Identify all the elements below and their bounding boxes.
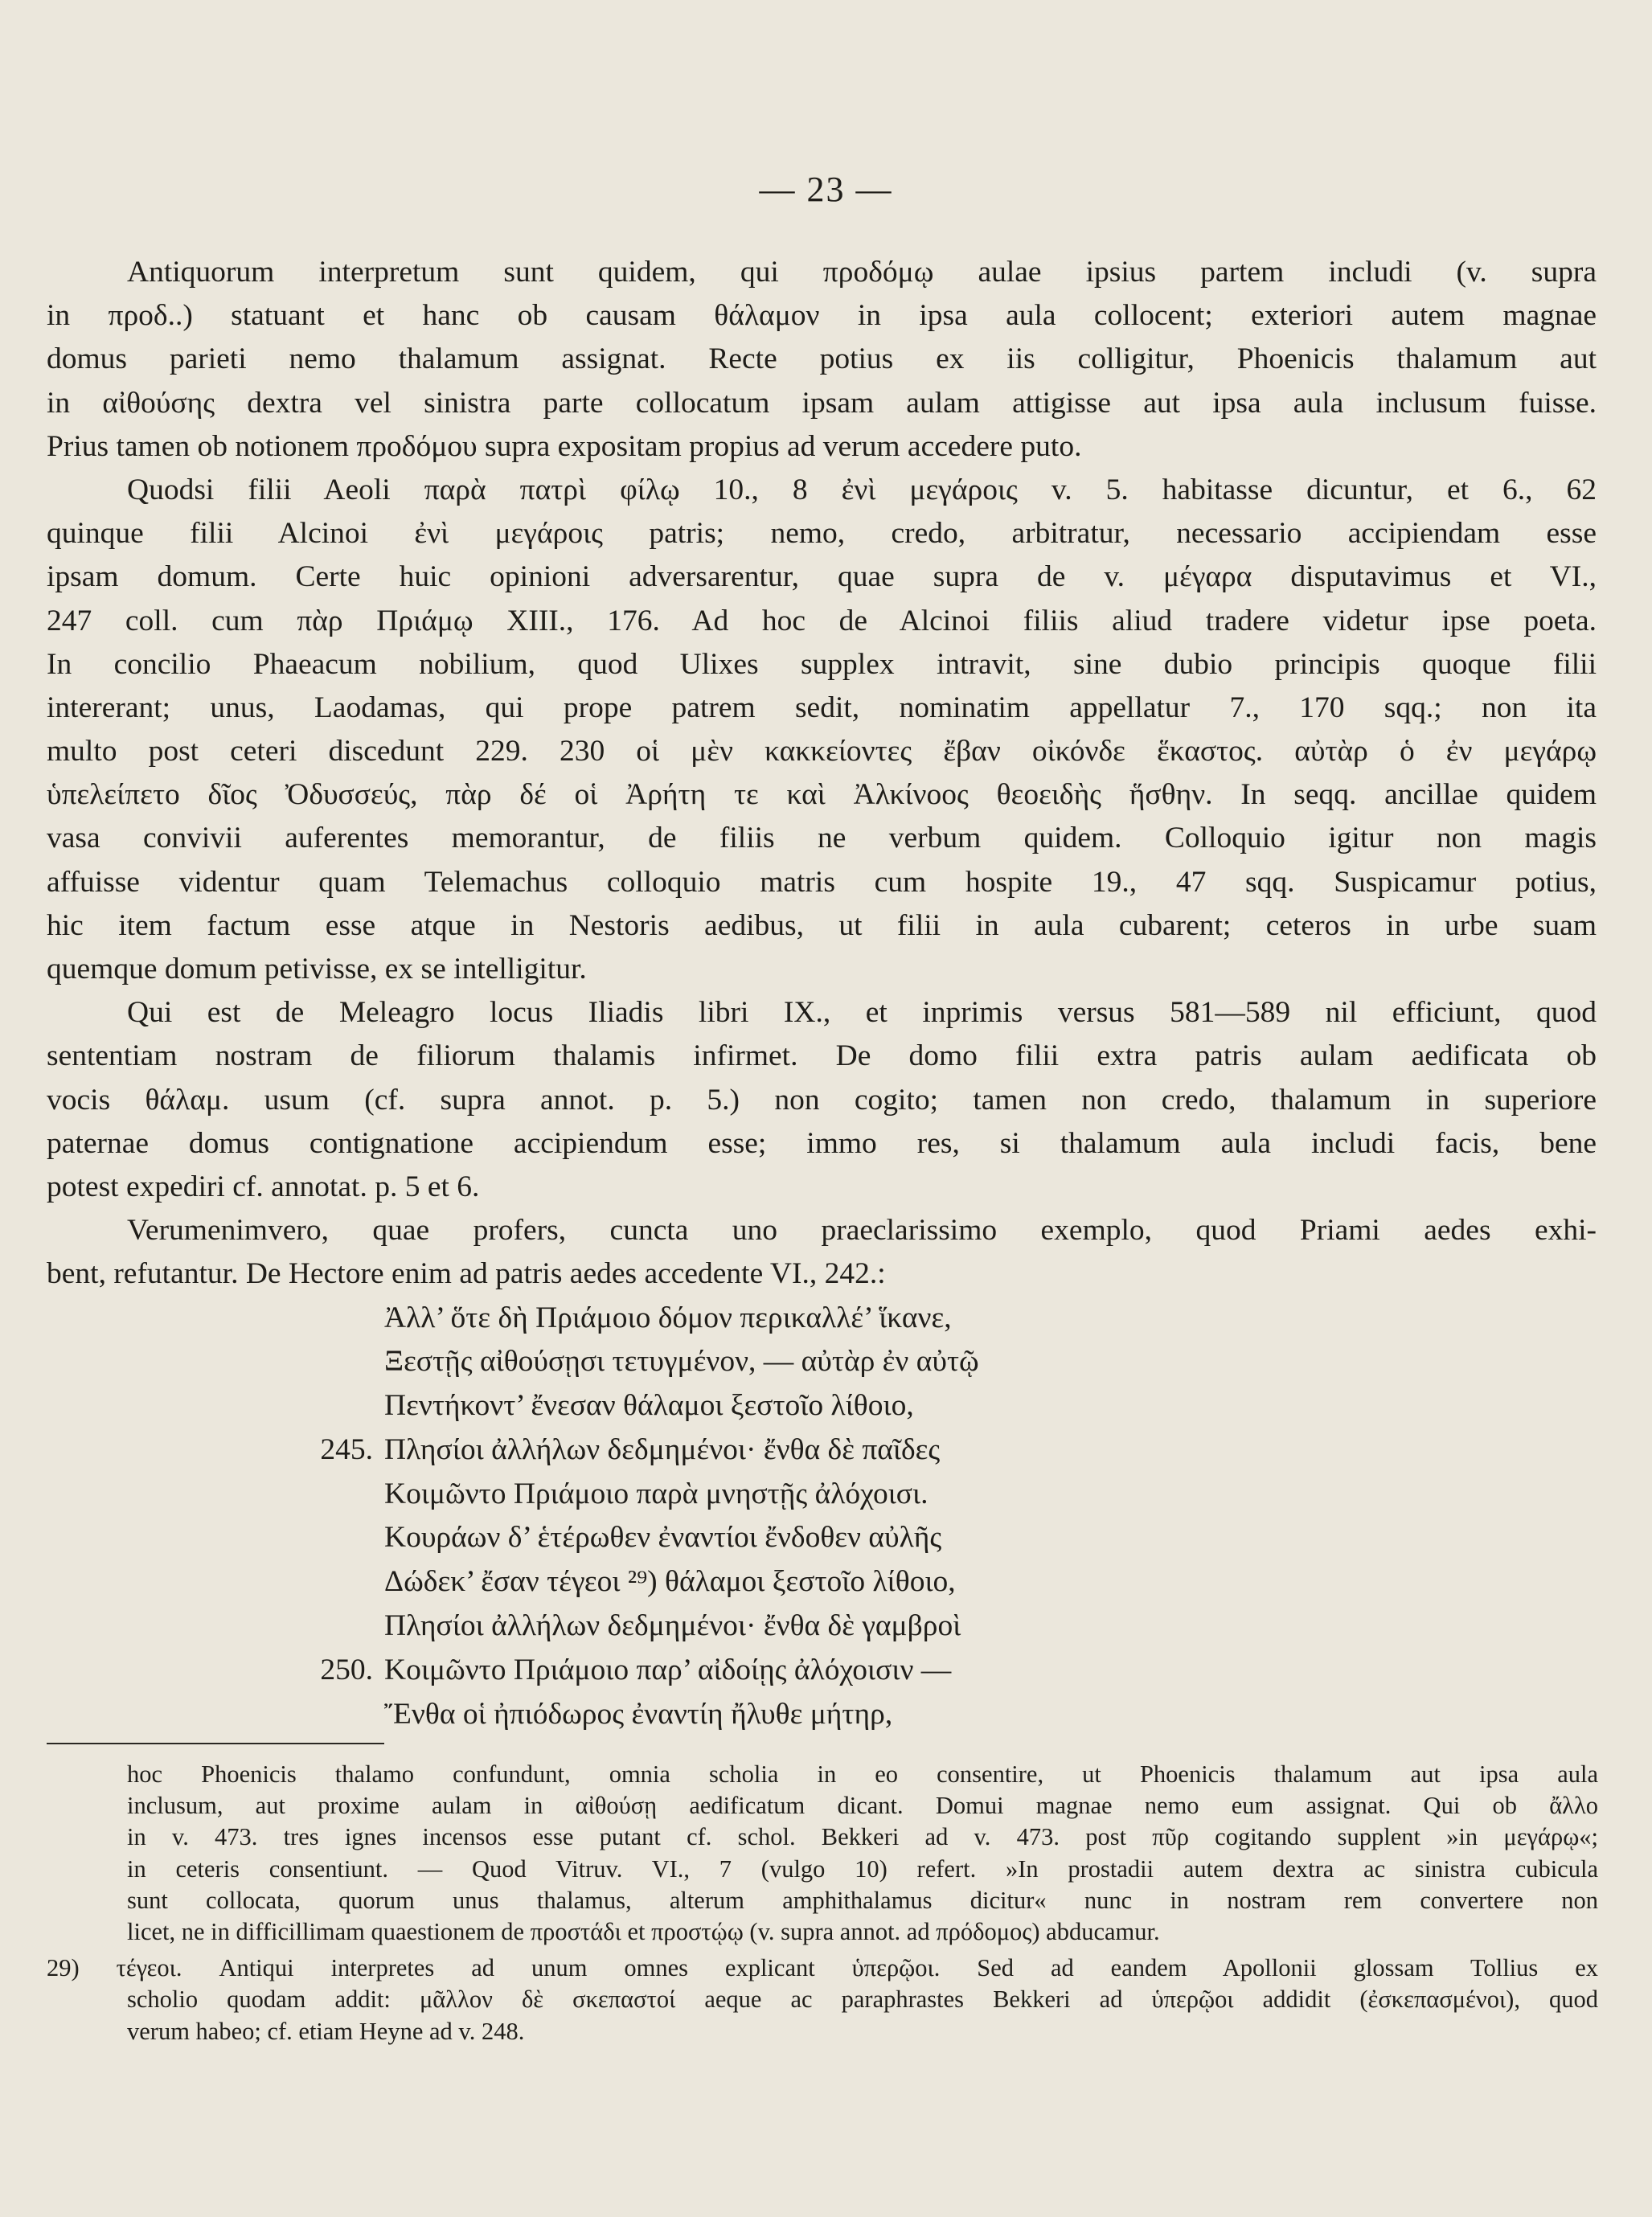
text-line: hic item factum esse atque in Nestoris aedibus, ut filii in aula cubarent; ceteros in urbe suam [47,908,1597,942]
footnote-28-continuation [47,1759,1598,1948]
verse-line [47,1516,1597,1560]
text-line: 247 coll. cum πὰρ Πριάμῳ XIII., 176. Ad hoc de Alcinoi filiis aliud tradere videtur ipse poeta. [47,604,1597,637]
text-line: Quodsi filii Aeoli παρὰ πατρὶ φίλῳ 10., 8 ἐνὶ μεγάροις v. 5. habitasse dicuntur, et 6., 62 [127,473,1597,506]
footnote-line: verum habeo; cf. etiam Heyne ad v. 248. [127,2017,525,2045]
verse-text: Κουράων δ’ ἑτέρωθεν ἐναντίοι ἔνδοθεν αὐλῆς [384,1521,942,1555]
text-line: intererant; unus, Laodamas, qui prope patrem sedit, nominatim appellatur 7., 170 sqq.; non ita [47,691,1597,724]
verse-text: Ἀλλ’ ὅτε δὴ Πριάμοιο δόμον περικαλλέ’ ἵκανε, [384,1301,952,1334]
text-line: vocis θάλαμ. usum (cf. supra annot. p. 5.) non cogito; tamen non credo, thalamum in superiore [47,1083,1597,1117]
verse-line [47,1649,1597,1693]
verse-line [47,1473,1597,1517]
text-line: Qui est de Meleagro locus Iliadis libri IX., et inprimis versus 581—589 nil efficiunt, quod [127,996,1597,1030]
footnote-line: scholio quodam addit: μᾶλλον δὲ σκεπαστοί aeque ac paraphrastes Bekkeri ad ὑπερῷοι addidit (ἐσκεπασμένοι), quod [127,1985,1598,2014]
verse-line [47,1297,1597,1341]
verse-quotation [47,1297,1597,1737]
verse-line [47,1693,1597,1737]
text-line: In concilio Phaeacum nobilium, quod Ulixes supplex intravit, sine dubio principis quoque filii [47,647,1597,681]
text-line: in αἰθούσης dextra vel sinistra parte collocatum ipsam aulam attigisse aut ipsa aula inclusum fuisse. [47,386,1597,420]
main-text [47,251,1597,1736]
paragraph-4 [47,1209,1597,1296]
footnote-line: licet, ne in difficillimam quaestionem de προστάδι et προστῴῳ (v. supra annot. ad πρόδομος) abducamur. [127,1917,1160,1945]
text-line: bent, refutantur. De Hectore enim ad patris aedes accedente VI., 242.: [47,1257,886,1291]
footnote-line: sunt collocata, quorum unus thalamus, alterum amphithalamus dicitur« nunc in nostram rem convertere non [127,1886,1598,1914]
verse-number: 245. [320,1432,373,1466]
text-line: potest expediri cf. annotat. p. 5 et 6. [47,1170,480,1203]
verse-text: Κοιμῶντο Πριάμοιο παρ’ αἰδοίῃς ἀλόχοισιν — [384,1653,952,1686]
verse-text: Ἔνθα οἱ ἠπιόδωρος ἐναντίη ἤλυθε μήτηρ, [384,1697,893,1731]
text-line: paternae domus contignatione accipiendum esse; immo res, si thalamum aula includi facis, bene [47,1126,1597,1160]
text-line: Verumenimvero, quae profers, cuncta uno praeclarissimo exemplo, quod Priami aedes exhi- [127,1214,1597,1248]
verse-line [47,1384,1597,1428]
footnote-rule [47,1743,384,1744]
verse-text: Πλησίοι ἀλλήλων δεδμημένοι· ἔνθα δὲ γαμβροὶ [384,1609,961,1643]
page-number: — 23 — [759,170,893,209]
text-line: Prius tamen ob notionem προδόμου supra expositam propius ad verum accedere puto. [47,429,1082,463]
verse-text: Δώδεκ’ ἔσαν τέγεοι ²⁹) θάλαμοι ξεστοῖο λίθοιο, [384,1565,956,1599]
text-line: Antiquorum interpretum sunt quidem, qui προδόμῳ aulae ipsius partem includi (v. supra [127,256,1597,289]
verse-line [47,1604,1597,1649]
footnote-29 [47,1953,1598,2047]
footnote-line: 29) τέγεοι. Antiqui interpretes ad unum omnes explicant ὑπερῷοι. Sed ad eandem Apollonii glossam Tollius ex [47,1954,1598,1982]
footnote-line: in v. 473. tres ignes incensos esse putant cf. schol. Bekkeri ad v. 473. post πῦρ cogitando supplent »in μεγάρῳ«; [127,1823,1598,1851]
text-line: affuisse videntur quam Telemachus colloquio matris cum hospite 19., 47 sqq. Suspicamur potius, [47,865,1597,899]
paragraph-3 [47,991,1597,1209]
text-line: ὑπελείπετο δῖος Ὀδυσσεύς, πὰρ δέ οἱ Ἀρήτη τε καὶ Ἀλκίνοος θεοειδὴς ἥσθην. In seqq. ancillae quidem [47,778,1597,812]
verse-line [47,1560,1597,1604]
verse-text: Ξεστῇς αἰθούσῃσι τετυγμένον, — αὐτὰρ ἐν αὐτῷ [384,1345,979,1379]
footnote-line: inclusum, aut proxime aulam in αἰθούσῃ aedificatum dicant. Domui magnae nemo eum assignat. Qui ob ἄλλο [127,1792,1598,1820]
text-line: vasa convivii auferentes memorantur, de filiis ne verbum quidem. Colloquio igitur non magis [47,822,1597,855]
text-line: quemque domum petivisse, ex se intelligitur. [47,953,587,986]
paragraph-2 [47,469,1597,991]
text-line: quinque filii Alcinoi ἐνὶ μεγάροις patris; nemo, credo, arbitratur, necessario accipiendam esse [47,517,1597,551]
paragraph-1 [47,251,1597,469]
text-line: multo post ceteri discedunt 229. 230 οἱ μὲν κακκείοντες ἔβαν οἰκόνδε ἕκαστος. αὐτὰρ ὁ ἐν μεγάρῳ [47,735,1597,768]
verse-line [47,1340,1597,1384]
verse-text: Πεντήκοντ’ ἔνεσαν θάλαμοι ξεστοῖο λίθοιο, [384,1389,914,1423]
footnote-line: hoc Phoenicis thalamo confundunt, omnia scholia in eo consentire, ut Phoenicis thalamum aut ipsa aula [127,1760,1598,1788]
text-line: in προδ..) statuant et hanc ob causam θάλαμον in ipsa aula collocent; exteriori autem magnae [47,299,1597,333]
footnote-line: in ceteris consentiunt. — Quod Vitruv. VI., 7 (vulgo 10) refert. »In prostadii autem dextra ac sinistra cubicula [127,1854,1598,1883]
text-line: ipsam domum. Certe huic opinioni adversarentur, quae supra de v. μέγαρα disputavimus et VI., [47,560,1597,594]
verse-line [47,1428,1597,1473]
text-line: sententiam nostram de filiorum thalamis infirmet. De domo filii extra patris aulam aedificata ob [47,1039,1597,1073]
text-line: domus parieti nemo thalamum assignat. Recte potius ex iis colligitur, Phoenicis thalamum aut [47,342,1597,376]
footnotes [47,1759,1598,2047]
verse-text: Πλησίοι ἀλλήλων δεδμημένοι· ἔνθα δὲ παῖδες [384,1432,941,1466]
verse-text: Κοιμῶντο Πριάμοιο παρὰ μνηστῇς ἀλόχοισι. [384,1477,928,1510]
verse-number: 250. [320,1653,373,1686]
